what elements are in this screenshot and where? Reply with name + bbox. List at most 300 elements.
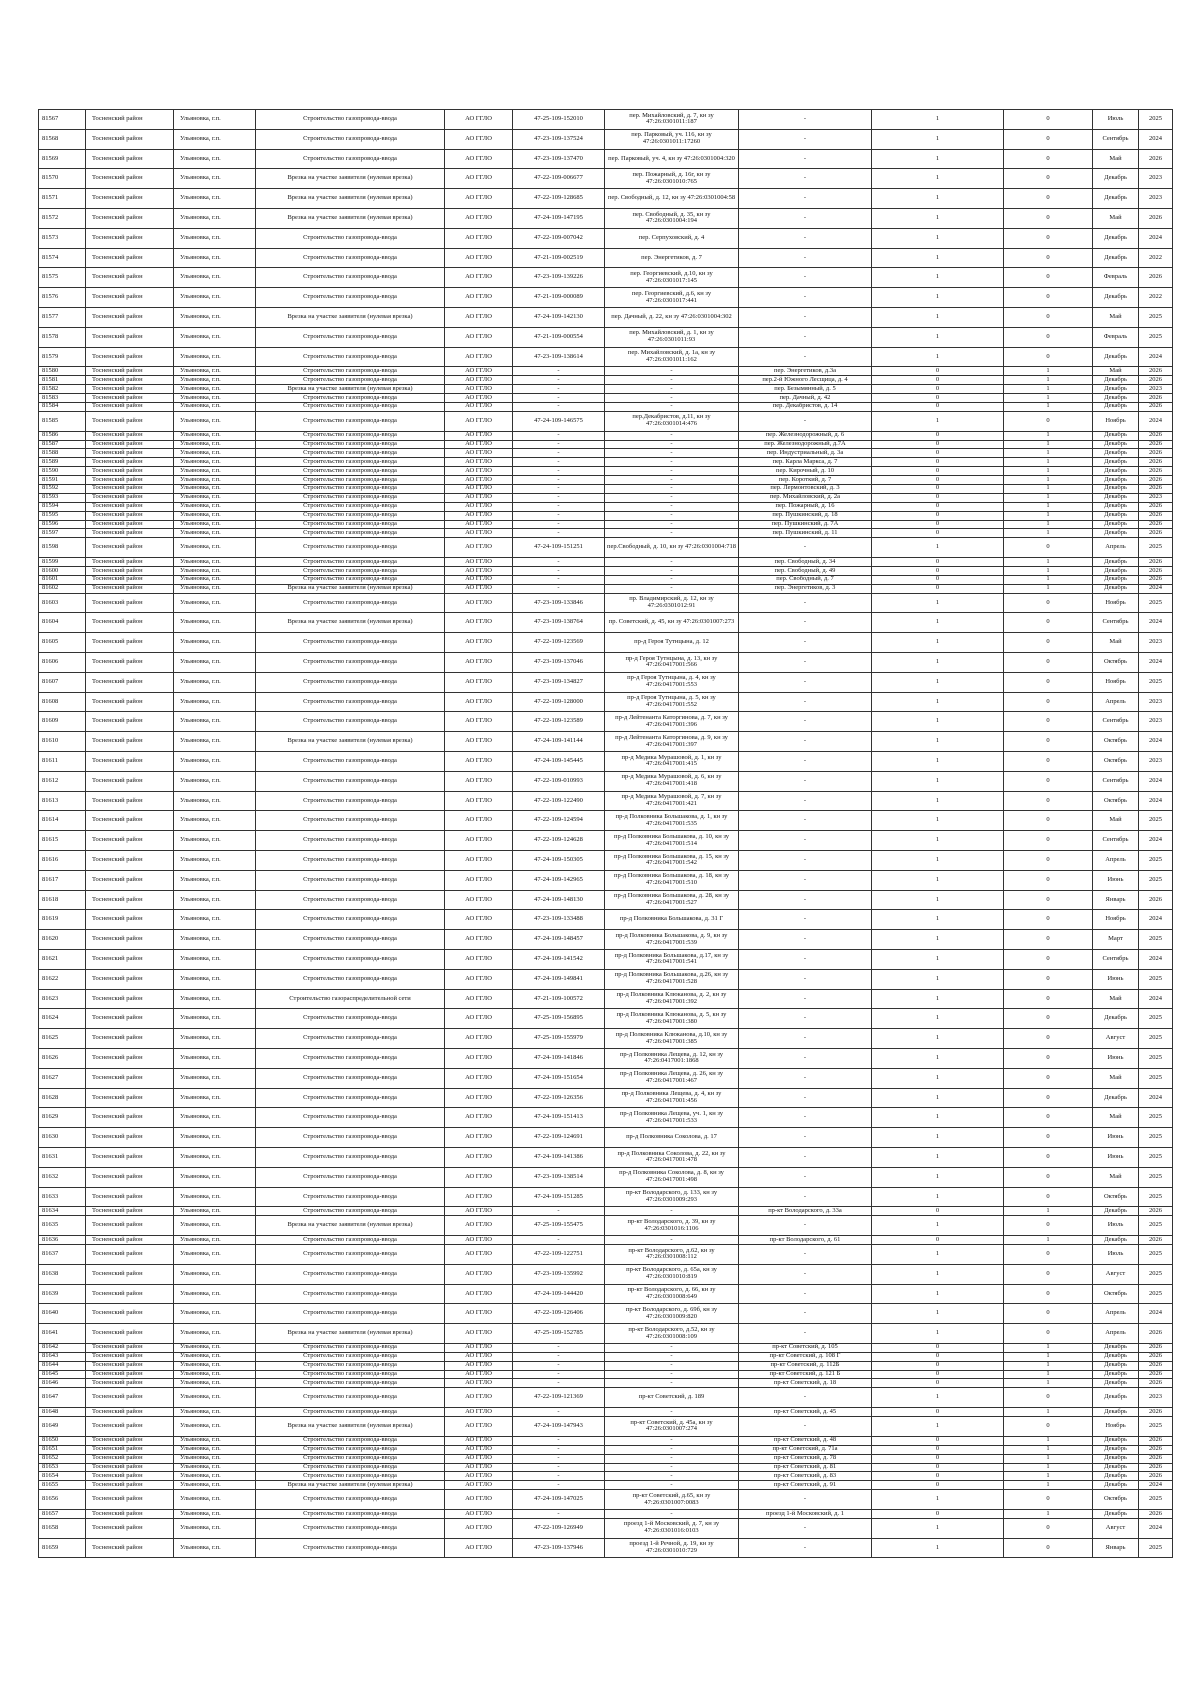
cell-month: Декабрь <box>1093 1236 1139 1245</box>
cell-count-concluded: 0 <box>872 1436 1004 1445</box>
cell-year: 2026 <box>1139 520 1173 529</box>
cell-district: Тосненский район <box>86 268 174 288</box>
cell-settlement: Ульяновка, г.п. <box>174 791 256 811</box>
cell-count-concluded: 1 <box>872 411 1004 431</box>
cell-address-cadastral: пр-д Медика Мурашовой, д. 6, кн зу 47:26:0417001:418 <box>605 771 739 791</box>
cell-address-planned: - <box>739 347 872 367</box>
cell-district: Тосненский район <box>86 1108 174 1128</box>
cell-year: 2026 <box>1139 1370 1173 1379</box>
cell-count-concluded: 1 <box>872 930 1004 950</box>
cell-count-planned: 0 <box>1004 890 1093 910</box>
cell-district: Тосненский район <box>86 149 174 169</box>
cell-address-planned: - <box>739 1284 872 1304</box>
cell-count-planned: 1 <box>1004 1472 1093 1481</box>
cell-settlement: Ульяновка, г.п. <box>174 811 256 831</box>
cell-count-planned: 1 <box>1004 529 1093 538</box>
cell-work-type: Строительство газопровода-ввода <box>256 129 445 149</box>
cell-application-number: - <box>513 575 605 584</box>
cell-year: 2025 <box>1139 327 1173 347</box>
cell-district: Тосненский район <box>86 1009 174 1029</box>
cell-work-type: Строительство газопровода-ввода <box>256 484 445 493</box>
cell-settlement: Ульяновка, г.п. <box>174 149 256 169</box>
cell-address-cadastral: - <box>605 1207 739 1216</box>
cell-work-type: Строительство газопровода-ввода <box>256 538 445 558</box>
cell-count-concluded: 1 <box>872 910 1004 930</box>
cell-month: Май <box>1093 1108 1139 1128</box>
cell-year: 2026 <box>1139 208 1173 228</box>
cell-count-concluded: 1 <box>872 1417 1004 1437</box>
cell-year: 2024 <box>1139 771 1173 791</box>
cell-district: Тосненский район <box>86 1370 174 1379</box>
cell-year: 2025 <box>1139 851 1173 871</box>
cell-count-concluded: 1 <box>872 771 1004 791</box>
cell-district: Тосненский район <box>86 1472 174 1481</box>
cell-count-concluded: 1 <box>872 1167 1004 1187</box>
cell-application-number: - <box>513 1436 605 1445</box>
cell-work-type: Строительство газопровода-ввода <box>256 870 445 890</box>
cell-count-planned: 0 <box>1004 672 1093 692</box>
cell-address-planned: - <box>739 1009 872 1029</box>
cell-count-concluded: 0 <box>872 394 1004 403</box>
cell-month: Декабрь <box>1093 484 1139 493</box>
cell-address-cadastral: пр. Владимирский, д. 12, кн зу 47:26:0301012:91 <box>605 593 739 613</box>
cell-count-planned: 0 <box>1004 208 1093 228</box>
cell-year: 2025 <box>1139 1048 1173 1068</box>
cell-application-number: 47-22-109-128000 <box>513 692 605 712</box>
cell-application-number: - <box>513 458 605 467</box>
cell-application-number: 47-22-109-010993 <box>513 771 605 791</box>
cell-application-number: 47-23-109-137470 <box>513 149 605 169</box>
cell-work-type: Строительство газопровода-ввода <box>256 1236 445 1245</box>
cell-application-number: 47-22-109-124594 <box>513 811 605 831</box>
cell-district: Тосненский район <box>86 1128 174 1148</box>
cell-organization: АО ГГЛО <box>445 1167 513 1187</box>
table-row <box>39 584 1173 593</box>
cell-district: Тосненский район <box>86 910 174 930</box>
table-row <box>39 1379 1173 1388</box>
cell-count-concluded: 0 <box>872 1463 1004 1472</box>
cell-settlement: Ульяновка, г.п. <box>174 1048 256 1068</box>
cell-work-type: Врезка на участке заявителя (нулевая врезка) <box>256 613 445 633</box>
cell-work-type: Строительство газопровода-ввода <box>256 1088 445 1108</box>
cell-address-cadastral: пр-д Полковника Соколова, д. 22, кн зу 47:26:0417001:478 <box>605 1147 739 1167</box>
cell-application-number: 47-25-109-155475 <box>513 1216 605 1236</box>
cell-month: Апрель <box>1093 538 1139 558</box>
cell-application-number: - <box>513 566 605 575</box>
cell-organization: АО ГГЛО <box>445 1463 513 1472</box>
cell-address-cadastral: пр-д Лейтенанта Каторгинова, д. 7, кн зу 47:26:0417001:396 <box>605 712 739 732</box>
cell-organization: АО ГГЛО <box>445 1244 513 1264</box>
cell-address-planned: пр-кт Советский, д. 71а <box>739 1445 872 1454</box>
cell-application-number: 47-22-109-122490 <box>513 791 605 811</box>
cell-settlement: Ульяновка, г.п. <box>174 1445 256 1454</box>
cell-application-number: - <box>513 1481 605 1490</box>
cell-record-id: 81588 <box>39 449 86 458</box>
cell-count-concluded: 0 <box>872 1472 1004 1481</box>
cell-record-id: 81569 <box>39 149 86 169</box>
cell-record-id: 81589 <box>39 458 86 467</box>
cell-count-concluded: 1 <box>872 307 1004 327</box>
cell-application-number: - <box>513 1472 605 1481</box>
cell-year: 2026 <box>1139 367 1173 376</box>
cell-month: Май <box>1093 208 1139 228</box>
cell-settlement: Ульяновка, г.п. <box>174 870 256 890</box>
cell-application-number: 47-24-109-148130 <box>513 890 605 910</box>
cell-record-id: 81632 <box>39 1167 86 1187</box>
cell-month: Декабрь <box>1093 1472 1139 1481</box>
cell-month: Июнь <box>1093 870 1139 890</box>
cell-record-id: 81631 <box>39 1147 86 1167</box>
cell-month: Декабрь <box>1093 458 1139 467</box>
cell-month: Декабрь <box>1093 1343 1139 1352</box>
cell-record-id: 81571 <box>39 189 86 209</box>
cell-settlement: Ульяновка, г.п. <box>174 1518 256 1538</box>
cell-address-cadastral: пер. Свободный, д. 12, кн зу 47:26:0301004:58 <box>605 189 739 209</box>
cell-district: Тосненский район <box>86 228 174 248</box>
cell-settlement: Ульяновка, г.п. <box>174 129 256 149</box>
cell-year: 2023 <box>1139 692 1173 712</box>
cell-count-planned: 1 <box>1004 367 1093 376</box>
cell-application-number: 47-22-109-126356 <box>513 1088 605 1108</box>
cell-count-concluded: 1 <box>872 613 1004 633</box>
cell-count-concluded: 0 <box>872 493 1004 502</box>
cell-year: 2024 <box>1139 411 1173 431</box>
cell-year: 2024 <box>1139 1518 1173 1538</box>
cell-record-id: 81611 <box>39 752 86 772</box>
cell-year: 2023 <box>1139 189 1173 209</box>
cell-month: Май <box>1093 989 1139 1009</box>
cell-application-number: 47-24-109-142130 <box>513 307 605 327</box>
cell-count-planned: 1 <box>1004 511 1093 520</box>
cell-work-type: Строительство газопровода-ввода <box>256 493 445 502</box>
table-row <box>39 1454 1173 1463</box>
cell-district: Тосненский район <box>86 989 174 1009</box>
cell-count-concluded: 0 <box>872 367 1004 376</box>
table-row <box>39 189 1173 209</box>
cell-district: Тосненский район <box>86 1167 174 1187</box>
cell-address-planned: - <box>739 129 872 149</box>
cell-district: Тосненский район <box>86 327 174 347</box>
cell-district: Тосненский район <box>86 169 174 189</box>
cell-settlement: Ульяновка, г.п. <box>174 402 256 411</box>
cell-address-cadastral: пр-д Медика Мурашовой, д. 1, кн зу 47:26:0417001:415 <box>605 752 739 772</box>
cell-count-concluded: 1 <box>872 1029 1004 1049</box>
cell-count-planned: 0 <box>1004 1417 1093 1437</box>
cell-count-planned: 1 <box>1004 1352 1093 1361</box>
cell-district: Тосненский район <box>86 1481 174 1490</box>
cell-work-type: Строительство газопровода-ввода <box>256 402 445 411</box>
cell-organization: АО ГГЛО <box>445 1352 513 1361</box>
table-row <box>39 1068 1173 1088</box>
cell-organization: АО ГГЛО <box>445 228 513 248</box>
cell-application-number: - <box>513 385 605 394</box>
cell-work-type: Строительство газопровода-ввода <box>256 1187 445 1207</box>
table-row <box>39 1284 1173 1304</box>
cell-month: Май <box>1093 811 1139 831</box>
cell-count-concluded: 0 <box>872 476 1004 485</box>
cell-address-cadastral: - <box>605 431 739 440</box>
cell-count-planned: 0 <box>1004 538 1093 558</box>
cell-year: 2026 <box>1139 402 1173 411</box>
cell-month: Март <box>1093 930 1139 950</box>
cell-settlement: Ульяновка, г.п. <box>174 110 256 130</box>
cell-organization: АО ГГЛО <box>445 566 513 575</box>
cell-organization: АО ГГЛО <box>445 1029 513 1049</box>
cell-address-planned: пр-кт Советский, д. 48 <box>739 1436 872 1445</box>
cell-settlement: Ульяновка, г.п. <box>174 268 256 288</box>
cell-organization: АО ГГЛО <box>445 288 513 308</box>
cell-record-id: 81623 <box>39 989 86 1009</box>
cell-application-number: - <box>513 1370 605 1379</box>
cell-application-number: 47-24-109-147025 <box>513 1490 605 1510</box>
cell-count-concluded: 0 <box>872 440 1004 449</box>
cell-count-planned: 1 <box>1004 558 1093 567</box>
cell-address-cadastral: - <box>605 584 739 593</box>
cell-address-planned: пр-кт Советский, д. 83 <box>739 1472 872 1481</box>
cell-record-id: 81601 <box>39 575 86 584</box>
table-row <box>39 575 1173 584</box>
cell-year: 2025 <box>1139 1009 1173 1029</box>
table-row <box>39 1352 1173 1361</box>
table-row <box>39 493 1173 502</box>
cell-application-number: 47-22-109-126406 <box>513 1304 605 1324</box>
cell-organization: АО ГГЛО <box>445 1147 513 1167</box>
cell-month: Сентябрь <box>1093 712 1139 732</box>
cell-organization: АО ГГЛО <box>445 1510 513 1519</box>
cell-work-type: Строительство газопровода-ввода <box>256 1408 445 1417</box>
cell-organization: АО ГГЛО <box>445 1068 513 1088</box>
cell-record-id: 81573 <box>39 228 86 248</box>
cell-count-concluded: 0 <box>872 431 1004 440</box>
cell-count-planned: 0 <box>1004 1029 1093 1049</box>
table-row <box>39 1029 1173 1049</box>
cell-settlement: Ульяновка, г.п. <box>174 593 256 613</box>
cell-year: 2025 <box>1139 1284 1173 1304</box>
cell-address-cadastral: - <box>605 1352 739 1361</box>
cell-year: 2026 <box>1139 575 1173 584</box>
cell-count-planned: 0 <box>1004 732 1093 752</box>
cell-address-planned: пр-кт Володарского, д. 33а <box>739 1207 872 1216</box>
cell-work-type: Врезка на участке заявителя (нулевая врезка) <box>256 732 445 752</box>
cell-district: Тосненский район <box>86 692 174 712</box>
cell-year: 2026 <box>1139 1472 1173 1481</box>
cell-count-planned: 0 <box>1004 930 1093 950</box>
cell-record-id: 81585 <box>39 411 86 431</box>
cell-year: 2025 <box>1139 1538 1173 1558</box>
cell-count-concluded: 0 <box>872 484 1004 493</box>
cell-work-type: Строительство газопровода-ввода <box>256 431 445 440</box>
cell-organization: АО ГГЛО <box>445 1343 513 1352</box>
cell-district: Тосненский район <box>86 449 174 458</box>
cell-address-cadastral: пр-д Медика Мурашовой, д. 7, кн зу 47:26:0417001:421 <box>605 791 739 811</box>
cell-work-type: Строительство газопровода-ввода <box>256 831 445 851</box>
cell-count-concluded: 1 <box>872 1048 1004 1068</box>
cell-application-number: 47-24-109-146575 <box>513 411 605 431</box>
cell-organization: АО ГГЛО <box>445 208 513 228</box>
cell-address-planned: - <box>739 811 872 831</box>
cell-record-id: 81586 <box>39 431 86 440</box>
cell-record-id: 81652 <box>39 1454 86 1463</box>
cell-record-id: 81604 <box>39 613 86 633</box>
table-row <box>39 484 1173 493</box>
table-row <box>39 969 1173 989</box>
cell-address-planned: - <box>739 1108 872 1128</box>
cell-address-cadastral: - <box>605 467 739 476</box>
cell-application-number: 47-23-109-137946 <box>513 1538 605 1558</box>
table-row <box>39 149 1173 169</box>
cell-settlement: Ульяновка, г.п. <box>174 1264 256 1284</box>
cell-district: Тосненский район <box>86 385 174 394</box>
cell-district: Тосненский район <box>86 538 174 558</box>
cell-application-number: - <box>513 502 605 511</box>
cell-district: Тосненский район <box>86 1216 174 1236</box>
cell-month: Август <box>1093 1029 1139 1049</box>
cell-year: 2024 <box>1139 584 1173 593</box>
cell-address-planned: - <box>739 268 872 288</box>
cell-month: Октябрь <box>1093 1187 1139 1207</box>
cell-address-planned: - <box>739 950 872 970</box>
cell-month: Декабрь <box>1093 1352 1139 1361</box>
cell-work-type: Строительство газопровода-ввода <box>256 910 445 930</box>
cell-address-cadastral: пер.Свободный, д. 10, кн зу 47:26:0301004:718 <box>605 538 739 558</box>
cell-count-planned: 0 <box>1004 791 1093 811</box>
cell-address-planned: - <box>739 1538 872 1558</box>
cell-month: Май <box>1093 149 1139 169</box>
table-row <box>39 449 1173 458</box>
cell-address-cadastral: - <box>605 1472 739 1481</box>
cell-record-id: 81639 <box>39 1284 86 1304</box>
cell-count-concluded: 0 <box>872 1370 1004 1379</box>
cell-year: 2023 <box>1139 169 1173 189</box>
table-row <box>39 248 1173 268</box>
cell-work-type: Строительство газопровода-ввода <box>256 248 445 268</box>
cell-address-planned: пер. Железнодорожный, д. 6 <box>739 431 872 440</box>
cell-address-cadastral: пр-д Полковника Клюканова, д. 2, кн зу 47:26:0417001:392 <box>605 989 739 1009</box>
cell-year: 2024 <box>1139 950 1173 970</box>
cell-month: Октябрь <box>1093 653 1139 673</box>
cell-count-concluded: 1 <box>872 1324 1004 1344</box>
cell-count-planned: 0 <box>1004 1518 1093 1538</box>
table-row <box>39 169 1173 189</box>
cell-district: Тосненский район <box>86 1187 174 1207</box>
cell-district: Тосненский район <box>86 851 174 871</box>
cell-district: Тосненский район <box>86 1445 174 1454</box>
cell-count-planned: 0 <box>1004 307 1093 327</box>
table-row <box>39 1445 1173 1454</box>
cell-settlement: Ульяновка, г.п. <box>174 431 256 440</box>
cell-district: Тосненский район <box>86 930 174 950</box>
cell-year: 2025 <box>1139 1147 1173 1167</box>
cell-address-cadastral: пр-д Героя Тутнцына, д. 12 <box>605 633 739 653</box>
cell-address-planned: пер. Михайловский, д. 2а <box>739 493 872 502</box>
cell-address-cadastral: пер. Георгиевский, д.6, кн зу 47:26:0301017:441 <box>605 288 739 308</box>
cell-settlement: Ульяновка, г.п. <box>174 367 256 376</box>
cell-count-planned: 0 <box>1004 1490 1093 1510</box>
cell-application-number: 47-21-109-002519 <box>513 248 605 268</box>
cell-month: Ноябрь <box>1093 411 1139 431</box>
cell-count-planned: 0 <box>1004 149 1093 169</box>
cell-organization: АО ГГЛО <box>445 149 513 169</box>
cell-address-planned: - <box>739 149 872 169</box>
cell-count-concluded: 0 <box>872 1445 1004 1454</box>
cell-address-cadastral: пр-кт Володарского, д. 66, кн зу 47:26:0301008:649 <box>605 1284 739 1304</box>
cell-organization: АО ГГЛО <box>445 402 513 411</box>
cell-address-planned: - <box>739 1216 872 1236</box>
cell-organization: АО ГГЛО <box>445 1361 513 1370</box>
cell-application-number: 47-24-109-151251 <box>513 538 605 558</box>
cell-settlement: Ульяновка, г.п. <box>174 1128 256 1148</box>
table-row <box>39 831 1173 851</box>
cell-count-concluded: 0 <box>872 385 1004 394</box>
cell-organization: АО ГГЛО <box>445 1454 513 1463</box>
cell-count-planned: 1 <box>1004 575 1093 584</box>
table-row <box>39 440 1173 449</box>
cell-address-cadastral: - <box>605 440 739 449</box>
cell-application-number: - <box>513 484 605 493</box>
cell-count-planned: 0 <box>1004 411 1093 431</box>
cell-month: Апрель <box>1093 692 1139 712</box>
cell-address-cadastral: пер. Серпуховский, д. 4 <box>605 228 739 248</box>
cell-address-planned: - <box>739 248 872 268</box>
cell-year: 2026 <box>1139 1207 1173 1216</box>
cell-record-id: 81570 <box>39 169 86 189</box>
cell-count-planned: 1 <box>1004 566 1093 575</box>
cell-record-id: 81638 <box>39 1264 86 1284</box>
cell-settlement: Ульяновка, г.п. <box>174 529 256 538</box>
cell-address-planned: пр-кт Советский, д. 105 <box>739 1343 872 1352</box>
cell-record-id: 81576 <box>39 288 86 308</box>
cell-application-number: 47-22-109-124691 <box>513 1128 605 1148</box>
cell-month: Апрель <box>1093 1304 1139 1324</box>
cell-organization: АО ГГЛО <box>445 169 513 189</box>
cell-address-cadastral: пер. Михайловский, д. 7, кн зу 47:26:0301011:187 <box>605 110 739 130</box>
cell-month: Декабрь <box>1093 449 1139 458</box>
cell-year: 2025 <box>1139 307 1173 327</box>
cell-organization: АО ГГЛО <box>445 969 513 989</box>
cell-address-cadastral: - <box>605 511 739 520</box>
cell-work-type: Строительство газопровода-ввода <box>256 376 445 385</box>
cell-application-number: - <box>513 431 605 440</box>
cell-count-planned: 1 <box>1004 1343 1093 1352</box>
cell-record-id: 81630 <box>39 1128 86 1148</box>
cell-count-planned: 0 <box>1004 1244 1093 1264</box>
cell-count-planned: 0 <box>1004 593 1093 613</box>
cell-count-concluded: 0 <box>872 1481 1004 1490</box>
cell-district: Тосненский район <box>86 1388 174 1408</box>
cell-record-id: 81577 <box>39 307 86 327</box>
table-row <box>39 385 1173 394</box>
cell-work-type: Строительство газопровода-ввода <box>256 1147 445 1167</box>
cell-address-planned: - <box>739 1417 872 1437</box>
cell-application-number: - <box>513 1454 605 1463</box>
cell-record-id: 81618 <box>39 890 86 910</box>
cell-record-id: 81610 <box>39 732 86 752</box>
cell-address-planned: - <box>739 633 872 653</box>
cell-district: Тосненский район <box>86 367 174 376</box>
cell-year: 2025 <box>1139 110 1173 130</box>
cell-count-concluded: 1 <box>872 129 1004 149</box>
cell-settlement: Ульяновка, г.п. <box>174 752 256 772</box>
cell-count-planned: 1 <box>1004 1370 1093 1379</box>
table-row <box>39 1324 1173 1344</box>
cell-address-planned: - <box>739 1518 872 1538</box>
cell-work-type: Врезка на участке заявителя (нулевая врезка) <box>256 385 445 394</box>
cell-settlement: Ульяновка, г.п. <box>174 910 256 930</box>
cell-record-id: 81656 <box>39 1490 86 1510</box>
cell-month: Декабрь <box>1093 189 1139 209</box>
cell-month: Ноябрь <box>1093 593 1139 613</box>
cell-address-cadastral: - <box>605 449 739 458</box>
